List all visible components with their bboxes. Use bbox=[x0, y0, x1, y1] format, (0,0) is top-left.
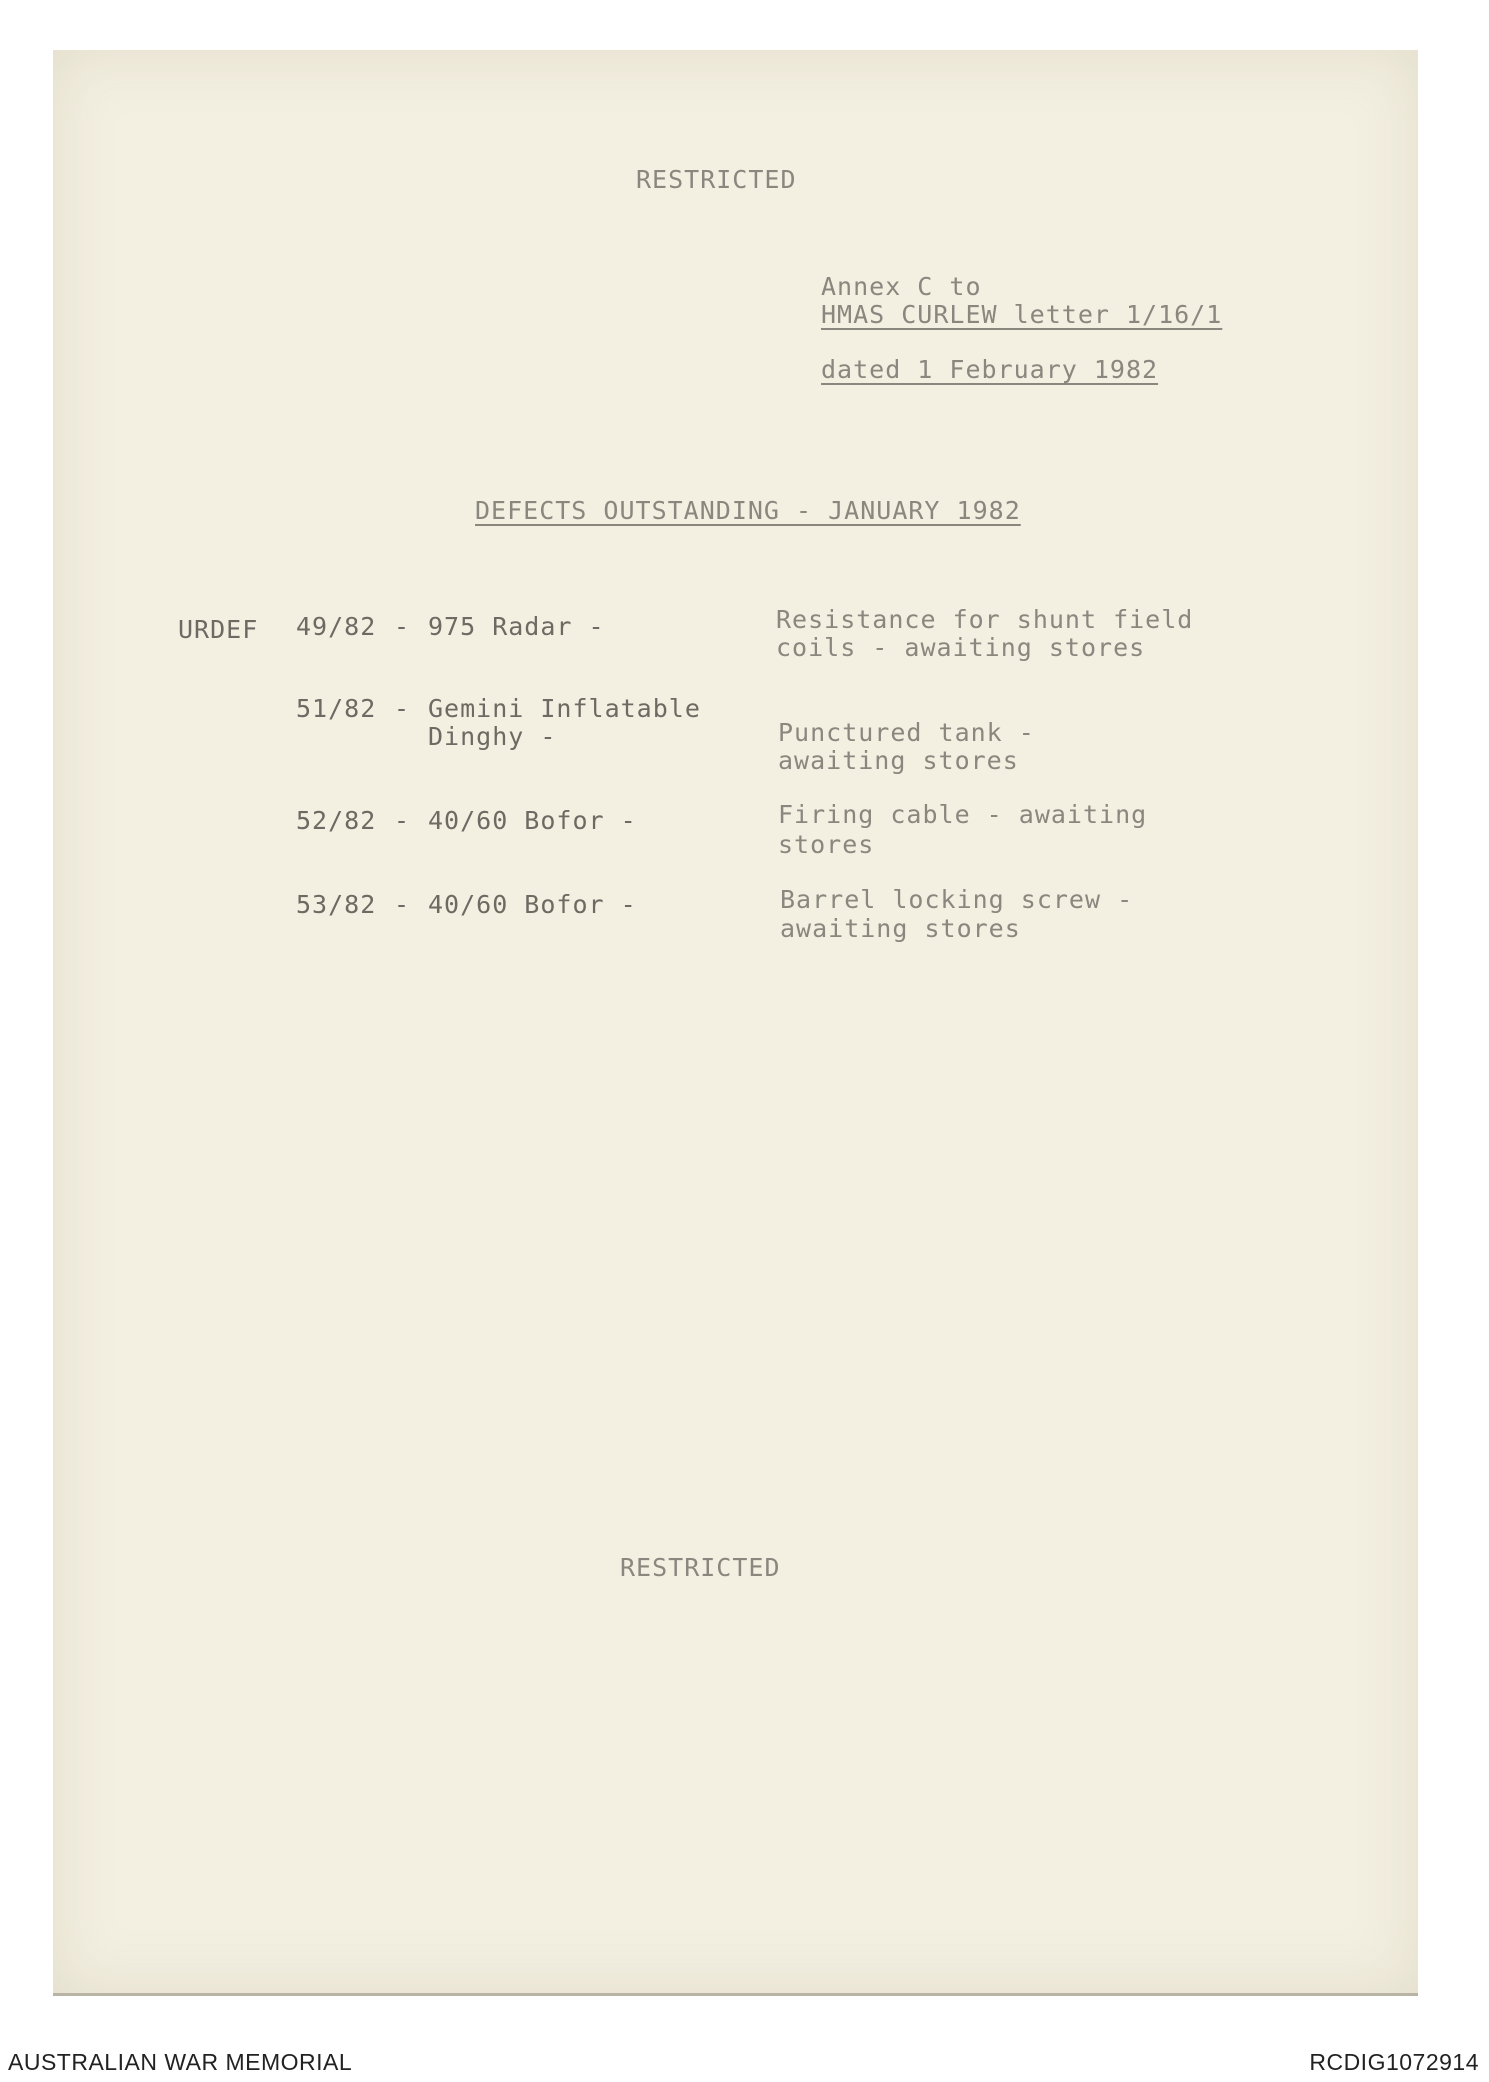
reference-line-2: HMAS CURLEW letter 1/16/1 bbox=[821, 300, 1223, 329]
defect-description: stores bbox=[778, 830, 875, 859]
defect-equipment: Gemini Inflatable bbox=[428, 694, 701, 723]
defect-equipment: 40/60 Bofor - bbox=[428, 806, 637, 835]
defect-number: 53/82 bbox=[296, 890, 377, 919]
defect-equipment: 975 Radar - bbox=[428, 612, 605, 641]
defect-separator: - bbox=[394, 612, 411, 641]
defect-description: awaiting stores bbox=[778, 746, 1019, 775]
document-title: DEFECTS OUTSTANDING - JANUARY 1982 bbox=[475, 496, 1021, 525]
defect-number: 49/82 bbox=[296, 612, 377, 641]
defect-description: Barrel locking screw - bbox=[780, 885, 1134, 914]
header-classification: RESTRICTED bbox=[636, 165, 797, 194]
defect-description: Resistance for shunt field bbox=[776, 605, 1194, 634]
archive-item-id: RCDIG1072914 bbox=[1309, 2049, 1479, 2075]
defect-description: Punctured tank - bbox=[778, 718, 1035, 747]
document-page bbox=[53, 50, 1418, 1996]
reference-line-1: Annex C to bbox=[821, 272, 982, 301]
defect-separator: - bbox=[394, 806, 411, 835]
defect-number: 51/82 bbox=[296, 694, 377, 723]
defect-equipment: Dinghy - bbox=[428, 722, 557, 751]
footer-classification: RESTRICTED bbox=[620, 1553, 781, 1582]
defect-description: Firing cable - awaiting bbox=[778, 800, 1148, 829]
reference-line-3: dated 1 February 1982 bbox=[821, 355, 1159, 384]
archive-institution: AUSTRALIAN WAR MEMORIAL bbox=[8, 2049, 353, 2075]
defect-prefix: URDEF bbox=[178, 615, 259, 644]
defect-description: coils - awaiting stores bbox=[776, 633, 1146, 662]
defect-equipment: 40/60 Bofor - bbox=[428, 890, 637, 919]
defect-separator: - bbox=[394, 890, 411, 919]
defect-description: awaiting stores bbox=[780, 914, 1021, 943]
defect-number: 52/82 bbox=[296, 806, 377, 835]
defect-separator: - bbox=[394, 694, 411, 723]
